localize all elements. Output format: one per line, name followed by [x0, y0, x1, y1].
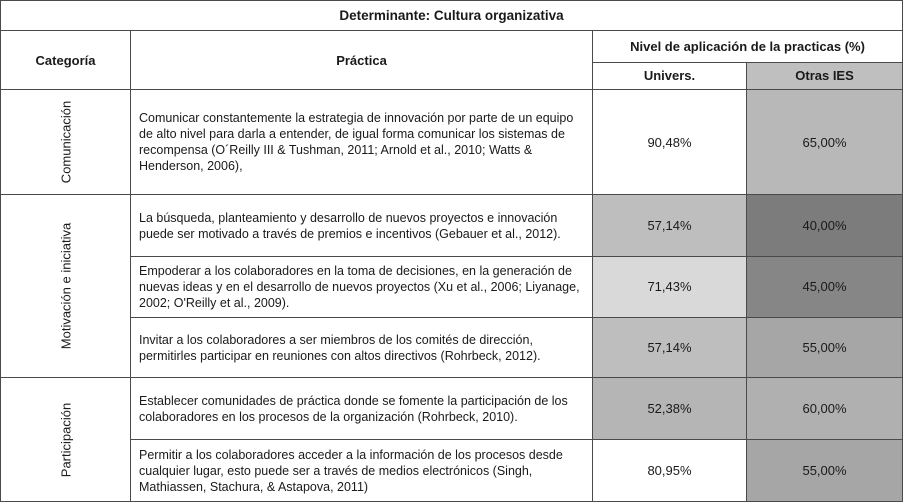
table-row	[1, 317, 903, 378]
univers-value: 80,95%	[593, 440, 747, 502]
otras-ies-value: 55,00%	[747, 440, 903, 502]
otras-ies-value: 45,00%	[747, 257, 903, 318]
univers-value: 52,38%	[593, 378, 747, 440]
header-otras-ies: Otras IES	[747, 62, 903, 89]
otras-ies-value: 55,00%	[747, 317, 903, 378]
table-row	[1, 90, 903, 195]
header-univers: Univers.	[593, 62, 747, 89]
otras-ies-value: 40,00%	[747, 195, 903, 257]
category-participacion: Participación	[58, 402, 73, 477]
table-title: Determinante: Cultura organizativa	[1, 1, 903, 31]
header-practica: Práctica	[131, 31, 593, 90]
table-row	[1, 440, 903, 502]
category-motivacion: Motivación e iniciativa	[58, 223, 73, 350]
table-row	[1, 257, 903, 318]
category-cell	[1, 378, 131, 502]
practice-text: Permitir a los colaboradores acceder a la información de los procesos desde cualquier lugar, esto puede ser a través de medios electrónicos (Singh, Mathiassen, Stachura, & Astapova, 2011)	[131, 440, 593, 502]
table-row	[1, 378, 903, 440]
category-cell	[1, 195, 131, 378]
category-cell	[1, 90, 131, 195]
univers-value: 71,43%	[593, 257, 747, 318]
practice-text: Invitar a los colaboradores a ser miembros de los comités de dirección, permitirles participar en reuniones con altos directivos (Rohrbeck, 2012).	[131, 317, 593, 378]
practice-text: La búsqueda, planteamiento y desarrollo de nuevos proyectos e innovación puede ser motivado a través de premios e incentivos (Gebauer et al., 2012).	[131, 195, 593, 257]
univers-value: 57,14%	[593, 195, 747, 257]
header-nivel: Nivel de aplicación de la practicas (%)	[593, 31, 903, 62]
practice-text: Establecer comunidades de práctica donde se fomente la participación de los colaboradores en los procesos de la organización (Rohrbeck, 2010).	[131, 378, 593, 440]
otras-ies-value: 60,00%	[747, 378, 903, 440]
practice-text: Empoderar a los colaboradores en la toma de decisiones, en la generación de nuevas ideas y en el desarrollo de nuevos proyectos (Xu et al., 2006; Liyanage, 2002; O'Reilly et al., 2009).	[131, 257, 593, 318]
category-comunicacion: Comunicación	[58, 100, 73, 184]
univers-value: 57,14%	[593, 317, 747, 378]
otras-ies-value: 65,00%	[747, 90, 903, 195]
practice-text: Comunicar constantemente la estrategia de innovación por parte de un equipo de alto nivel para darla a entender, de igual forma comunicar los sistemas de recompensa (O´Reilly III & Tushman, 2011; Arnold et al., 2010; Watts & Henderson, 2006),	[131, 90, 593, 195]
univers-value: 90,48%	[593, 90, 747, 195]
header-categoria: Categoría	[1, 31, 131, 90]
table-row	[1, 195, 903, 257]
